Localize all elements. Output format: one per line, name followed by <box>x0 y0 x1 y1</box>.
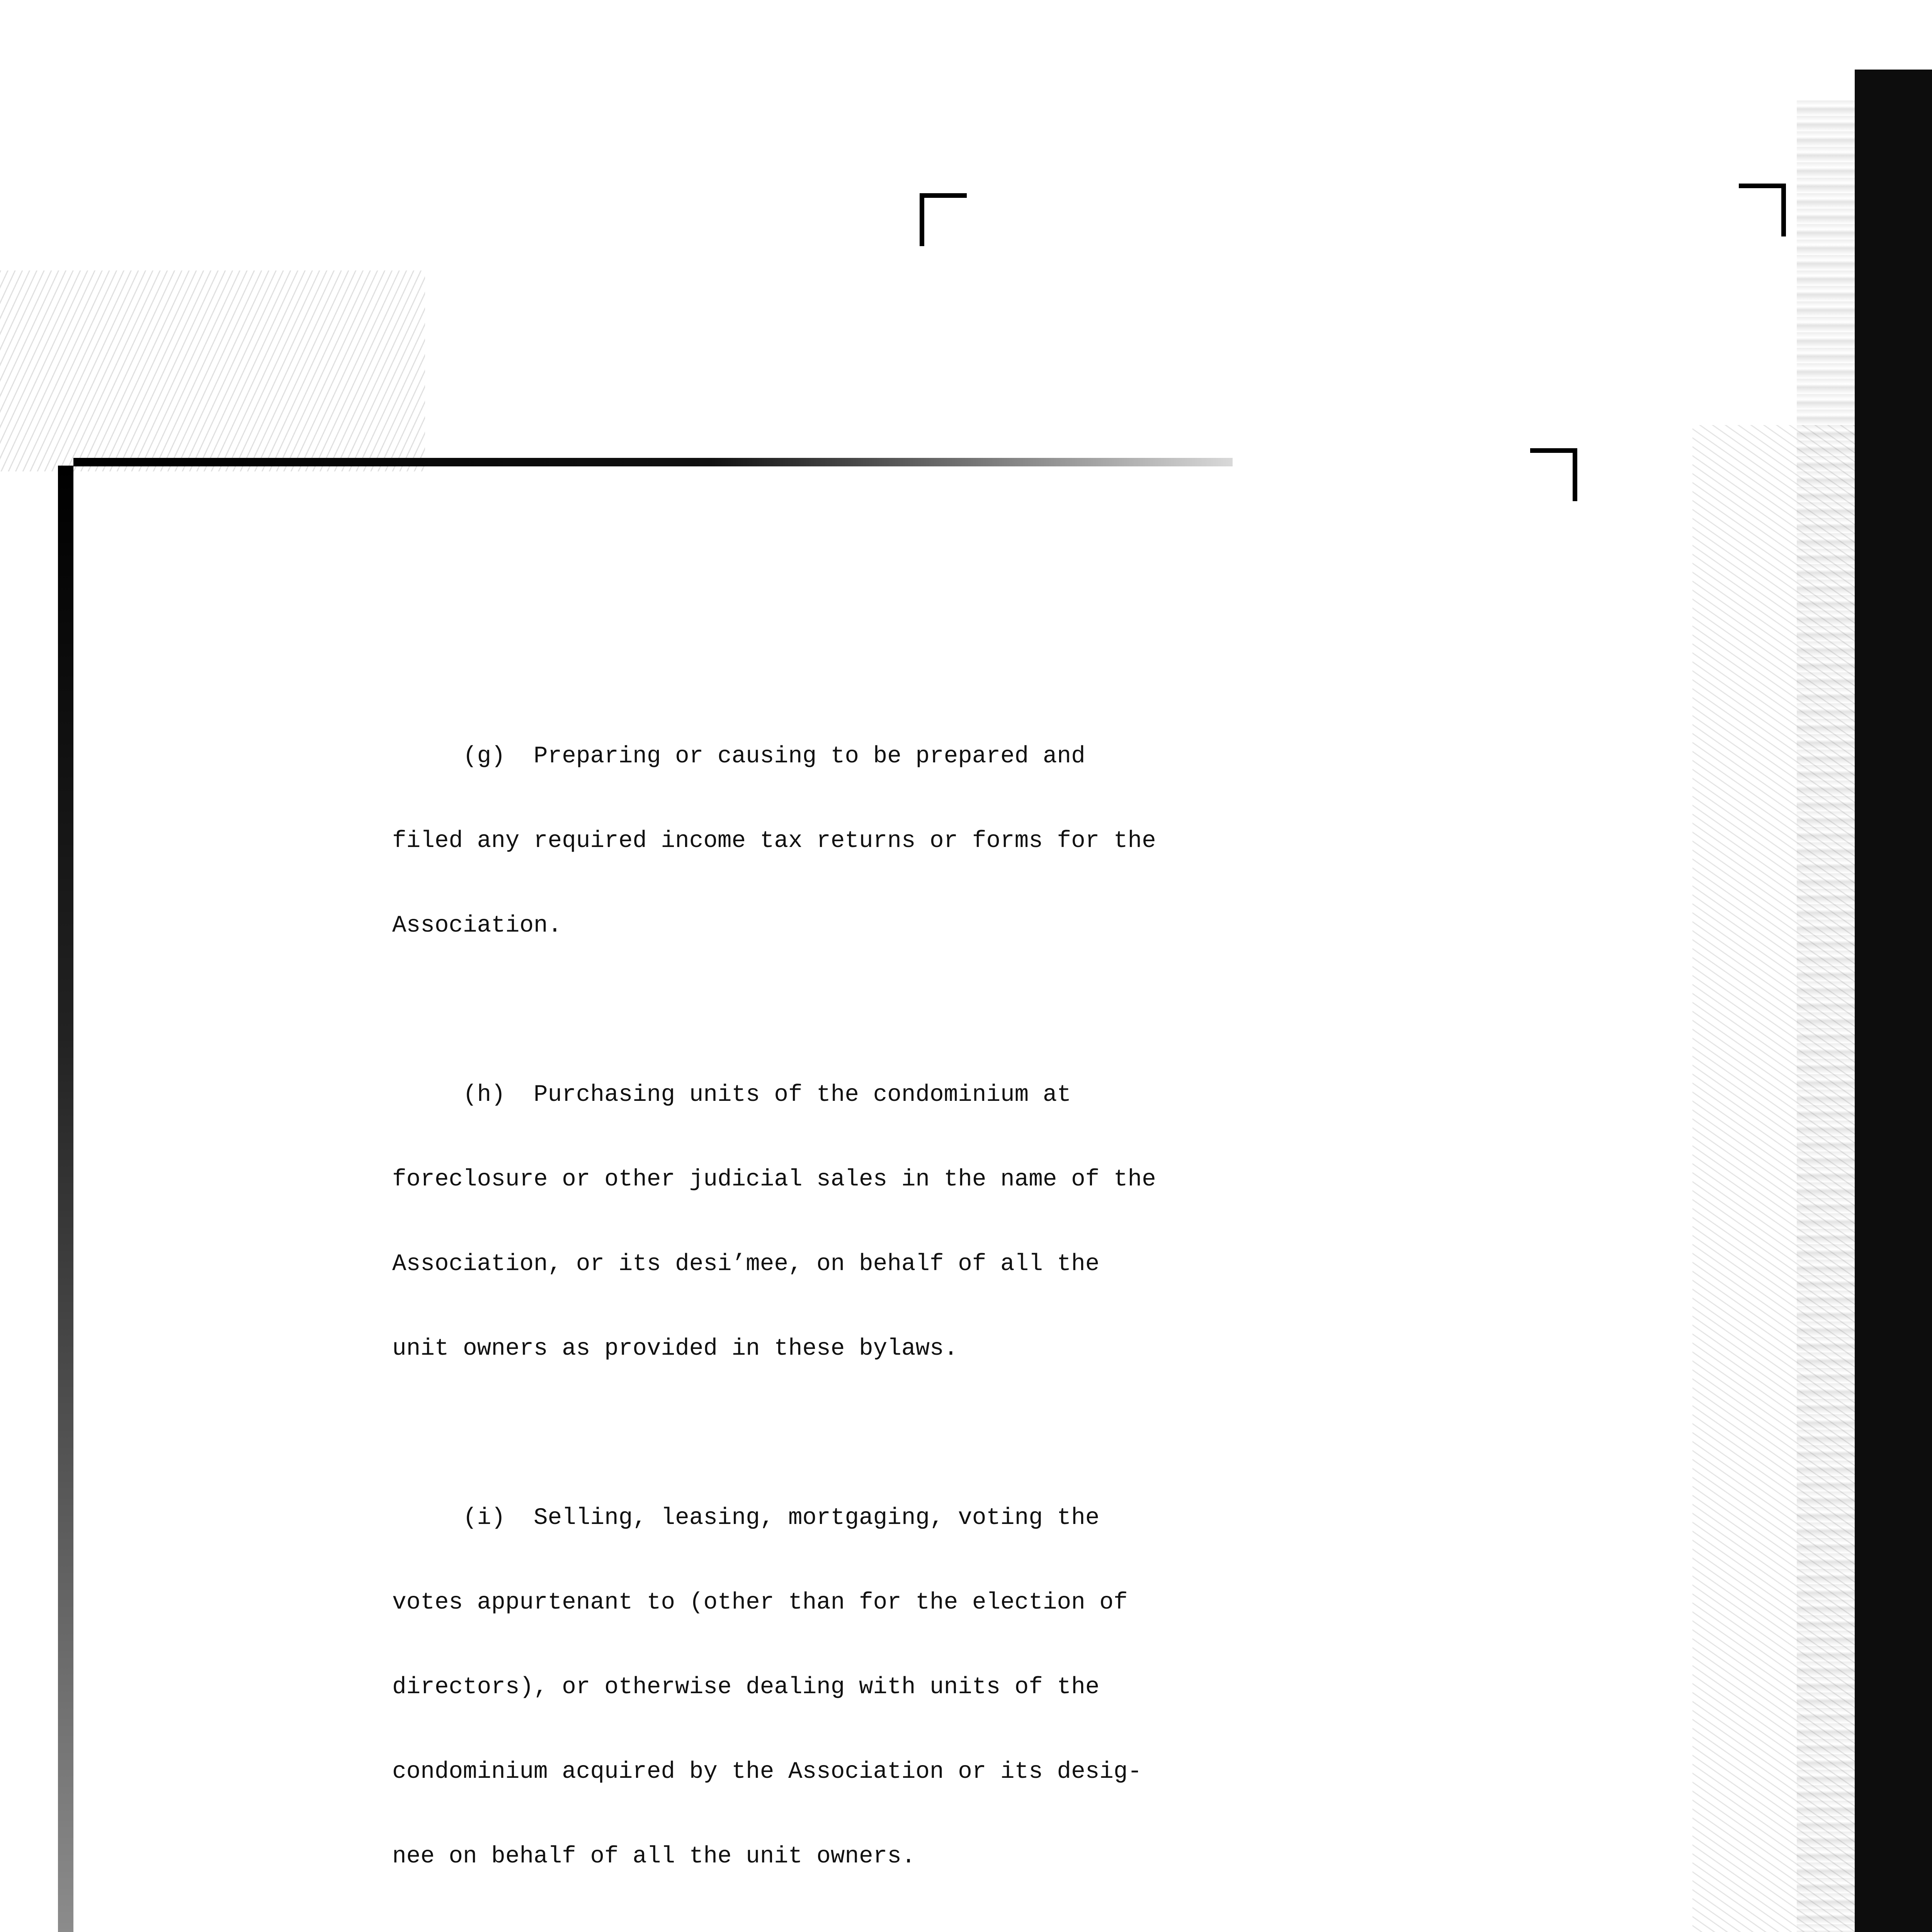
paragraph-h <box>392 1024 1412 1419</box>
crop-mark-top-right <box>1739 184 1786 236</box>
scan-noise-top-left <box>0 270 425 471</box>
crop-mark-page-right <box>1530 448 1577 501</box>
paragraph-line: filed any required income tax returns or forms for the <box>392 828 1156 854</box>
scan-dark-edge-right <box>1855 70 1932 1932</box>
paragraph-line: votes appurtenant to (other than for the election of <box>392 1589 1128 1616</box>
section-3-8 <box>303 1929 1432 1932</box>
paragraph-line: condominium acquired by the Association or its desig- <box>392 1759 1142 1785</box>
paragraph-line: directors), or otherwise dealing with units of the <box>392 1674 1100 1701</box>
scan-page-edge-left <box>58 466 73 1932</box>
paragraph-g <box>392 686 1412 996</box>
paragraph-line: foreclosure or other judicial sales in the name of the <box>392 1166 1156 1193</box>
paragraph-line: Association, or its desi’mee, on behalf of all the <box>392 1251 1100 1277</box>
scan-noise-right <box>1692 425 1855 1932</box>
paragraph-line: (h) Purchasing units of the condominium at <box>392 1082 1071 1108</box>
scan-page-edge-top <box>73 458 1233 466</box>
paragraph-line: nee on behalf of all the unit owners. <box>392 1843 916 1870</box>
document-body <box>392 686 1412 1932</box>
paragraph-line: (g) Preparing or causing to be prepared and <box>392 743 1085 770</box>
paragraph-line: Association. <box>392 912 562 939</box>
paragraph-line: unit owners as provided in these bylaws. <box>392 1335 958 1362</box>
paragraph-line: (i) Selling, leasing, mortgaging, voting the <box>392 1505 1100 1531</box>
crop-mark-top-left <box>920 193 967 246</box>
paragraph-i <box>392 1447 1412 1927</box>
